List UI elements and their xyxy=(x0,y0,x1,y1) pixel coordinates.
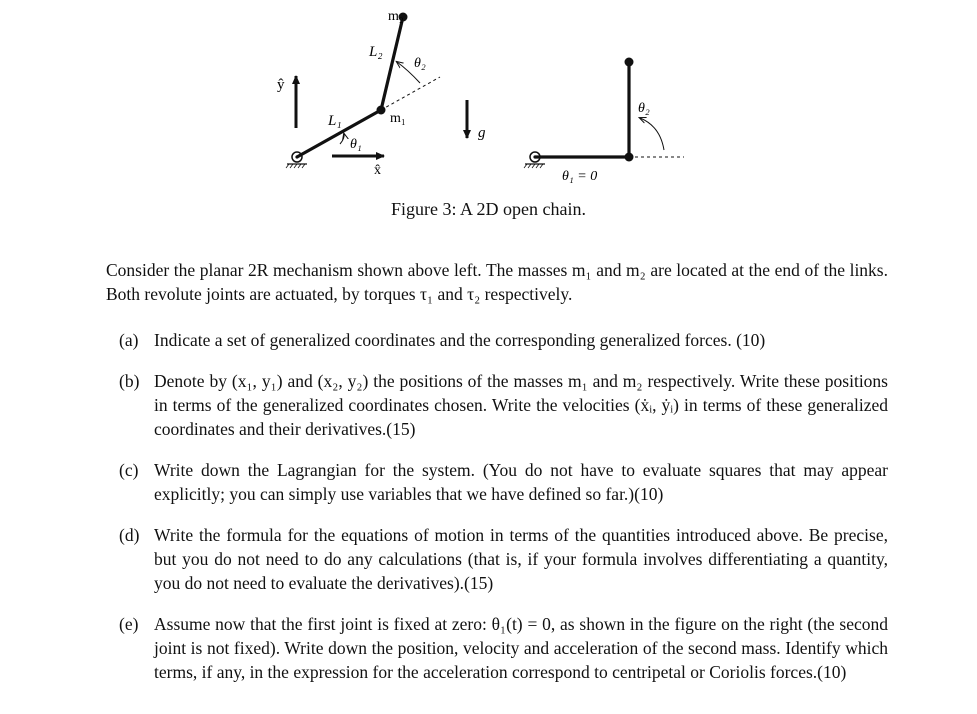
question-text: Assume now that the first joint is fixed at zero: θ₁(t) = 0, as shown in the figure on the right (the second joint is not fixed). Write down the position, velocity and acceleration of the second mass. Identify which terms, if any, in the expression for the acceleration correspond to centripetal or Coriolis forces.(10) xyxy=(154,614,888,682)
mass-2-right xyxy=(625,58,634,67)
question-label: (b) xyxy=(119,371,140,391)
question-label: (c) xyxy=(119,460,139,480)
mass-1 xyxy=(377,106,386,115)
mass-1-right xyxy=(625,153,634,162)
question-label: (a) xyxy=(119,330,139,350)
question-text: Write the formula for the equations of motion in terms of the quantities introduced above. Be precise, but you do not need to do any calculations (that is, if your formula involves differentiating a quantity, you do not need to evaluate the derivatives).(15) xyxy=(154,525,888,593)
label-L2: L₂ xyxy=(369,44,383,60)
question-a xyxy=(106,328,888,352)
question-c xyxy=(106,458,888,506)
left-mechanism xyxy=(277,9,486,178)
label-theta1-left: θ₁ xyxy=(350,137,362,152)
question-list xyxy=(106,328,888,701)
question-e xyxy=(106,612,888,684)
label-theta2-right: θ₂ xyxy=(638,101,650,116)
label-theta1-zero: θ₁ = 0 xyxy=(562,169,598,184)
right-mechanism xyxy=(524,58,684,185)
label-gravity: g xyxy=(478,125,486,141)
question-b xyxy=(106,369,888,441)
label-m2: m₂ xyxy=(388,9,404,24)
figure-open-chain xyxy=(0,0,977,200)
figure-caption: Figure 3: A 2D open chain. xyxy=(391,199,586,219)
label-theta2-left: θ₂ xyxy=(414,56,426,71)
label-y-axis: ŷ xyxy=(277,77,285,93)
intro-paragraph: Consider the planar 2R mechanism shown above left. The masses m₁ and m₂ are located at the end of the links. Both revolute joints are actuated, by torques τ₁ and τ₂ respectively. xyxy=(106,260,888,304)
label-x-axis: x̂ xyxy=(374,163,381,178)
label-L1: L₁ xyxy=(328,113,342,129)
question-d xyxy=(106,523,888,595)
theta1-arc xyxy=(340,134,344,144)
question-label: (d) xyxy=(119,525,140,545)
question-label: (e) xyxy=(119,614,139,634)
question-text: Write down the Lagrangian for the system. (You do not have to evaluate squares that may appear explicitly; you can simply use variables that we have defined so far.)(10) xyxy=(154,460,888,504)
link1-extension xyxy=(381,77,440,110)
question-text: Indicate a set of generalized coordinates and the corresponding generalized forces. (10) xyxy=(154,330,766,350)
theta2-arc-right xyxy=(640,118,664,150)
label-m1: m₁ xyxy=(390,111,406,126)
question-text: Denote by (x₁, y₁) and (x₂, y₂) the positions of the masses m₁ and m₂ respectively. Write these positions in terms of the generalized coordinates chosen. Write the velocities (ẋᵢ, ẏᵢ) in terms of these generalized coordinates and their derivatives.(15) xyxy=(154,371,888,439)
